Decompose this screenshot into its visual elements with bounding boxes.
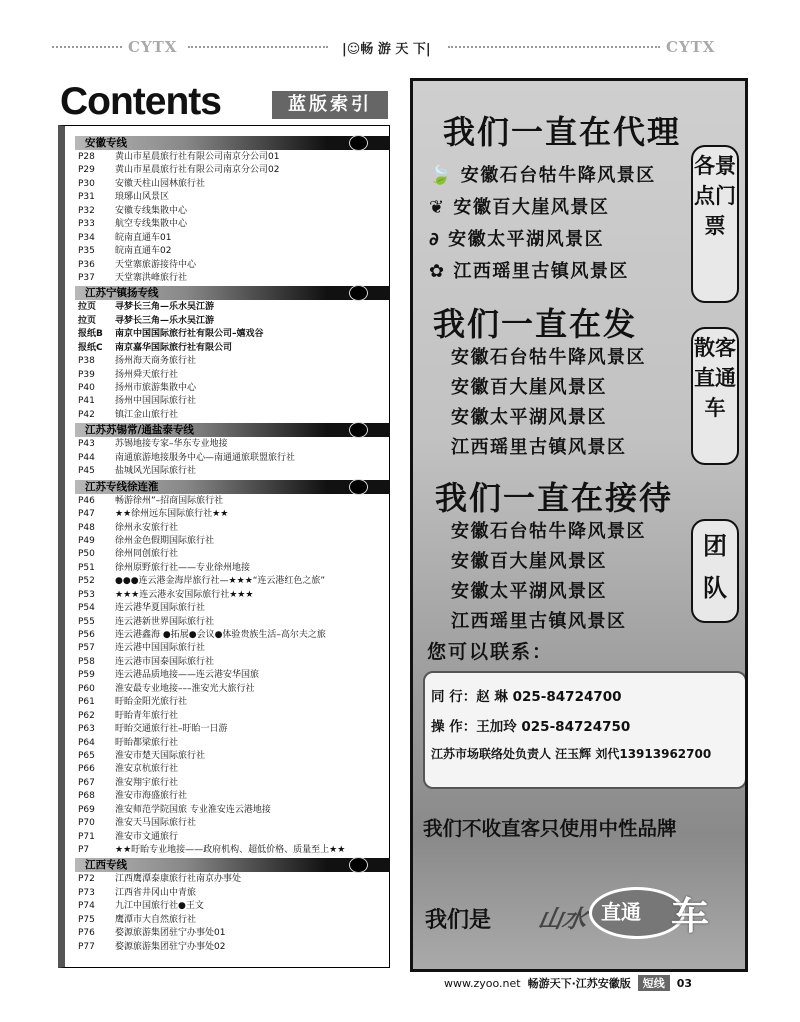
index-entry[interactable]: [78, 629, 390, 642]
ad-spot-label: 安徽百大崖风景区: [453, 197, 610, 218]
contact-box: [423, 671, 747, 789]
entry-title: 淮安最专业地接–––淮安光大旅行社: [115, 683, 255, 694]
index-entry[interactable]: [78, 873, 390, 886]
entry-page: P38: [78, 356, 95, 367]
entry-page: P43: [78, 439, 95, 450]
entry-page: P50: [78, 549, 95, 560]
index-entry[interactable]: [78, 232, 390, 245]
entry-title: 鹰潭市大自然旅行社: [115, 914, 197, 925]
index-entry[interactable]: [78, 191, 390, 204]
entry-page: P39: [78, 369, 95, 380]
page-number: 03: [676, 977, 693, 990]
entry-title: 航空专线集散中心: [115, 219, 188, 230]
ad-spot: [429, 193, 609, 219]
entry-title: 黄山市星晨旅行社有限公司南京分公司01: [115, 152, 280, 162]
ad-spot: [429, 257, 629, 283]
index-entry[interactable]: [78, 522, 390, 535]
entry-title: 连云港鑫海 ●拓展●会议●体验贵族生活–高尔夫之旅: [115, 630, 326, 640]
contact-operations: 操 作：王加玲 025-84724750: [431, 719, 631, 735]
index-entry[interactable]: [78, 562, 390, 575]
index-entry[interactable]: [78, 804, 390, 817]
entry-page: P47: [78, 509, 95, 520]
wave-icon: ∂: [429, 229, 441, 250]
header-brand: |☺畅 游 天 下|: [342, 42, 431, 57]
index-entry[interactable]: [78, 178, 390, 191]
index-entry[interactable]: [78, 589, 390, 602]
entry-title: ●●●连云港金海岸旅行社—★★★“连云港红色之旅”: [115, 576, 326, 587]
section-header: [75, 136, 390, 150]
entry-title: 婺源旅游集团驻宁办事处01: [115, 928, 226, 939]
entry-title: 安徽专线集散中心: [115, 205, 188, 216]
section-title: 江苏宁镇扬专线: [85, 287, 159, 300]
ad-heading-agent: 我们一直在代理: [443, 113, 682, 151]
entry-page: P61: [78, 697, 95, 708]
logo-che: 车: [671, 894, 710, 938]
index-entry[interactable]: [78, 259, 390, 272]
index-entry[interactable]: [78, 382, 390, 395]
index-entry[interactable]: [78, 817, 390, 830]
index-entry[interactable]: [78, 575, 390, 588]
ad-spot: 安徽太平湖风景区: [451, 581, 607, 602]
entry-page: P45: [78, 466, 95, 477]
entry-title: 连云港中国国际旅行社: [115, 643, 206, 654]
entry-page: P36: [78, 259, 95, 270]
box-tickets: 各景点门票: [691, 145, 739, 303]
entry-title: 盱眙青年旅行社: [115, 710, 179, 721]
index-entry[interactable]: [78, 218, 390, 231]
entry-page: P49: [78, 535, 95, 546]
index-entry[interactable]: [78, 669, 390, 682]
entry-page: P32: [78, 205, 95, 216]
entry-page: P72: [78, 874, 95, 885]
entry-title: 畅游徐州”–招商国际旅行社: [115, 495, 224, 506]
ad-spot: [429, 161, 656, 187]
entry-page: P54: [78, 603, 95, 614]
index-entry[interactable]: [78, 355, 390, 368]
index-entry[interactable]: [78, 205, 390, 218]
index-entry[interactable]: [78, 164, 390, 177]
entry-page: P34: [78, 232, 95, 243]
entry-page: P69: [78, 804, 95, 815]
entry-page: P42: [78, 409, 95, 420]
entry-page: P63: [78, 724, 95, 735]
entry-page: P51: [78, 562, 95, 573]
entry-title: ★★徐州远东国际旅行社★★: [115, 509, 229, 520]
entry-page: P58: [78, 656, 95, 667]
entry-page: P57: [78, 643, 95, 654]
index-entry[interactable]: [78, 696, 390, 709]
entry-page: P33: [78, 219, 95, 230]
ad-heading-dispatch: 我们一直在发: [433, 305, 638, 343]
entry-page: P64: [78, 737, 95, 748]
entry-title: 天堂寨旅游接待中心: [115, 259, 197, 270]
index-entry[interactable]: [78, 656, 390, 669]
index-entry[interactable]: [78, 710, 390, 723]
entry-page: P48: [78, 522, 95, 533]
index-entry[interactable]: [78, 777, 390, 790]
entry-page: P59: [78, 670, 95, 681]
entry-page: P56: [78, 630, 95, 640]
footer-badge: 短线: [638, 975, 670, 991]
entry-page: P65: [78, 750, 95, 761]
entry-title: 安徽天柱山园林旅行社: [115, 178, 206, 189]
ad-spot: 安徽太平湖风景区: [451, 407, 607, 428]
footer: [444, 975, 692, 991]
entry-title: 江西鹰潭泰康旅行社南京办事处: [115, 874, 242, 885]
entry-title: 盐城风光国际旅行社: [115, 466, 197, 477]
entry-page: P31: [78, 192, 95, 203]
entry-title: 徐州同创旅行社: [115, 549, 179, 560]
section-title: 江西专线: [85, 859, 127, 872]
section-header: [75, 286, 390, 300]
entry-title: ★★盱眙专业地接——政府机构、超低价格、质量至上★★: [115, 845, 346, 855]
entry-page: P37: [78, 272, 95, 283]
entry-page: P74: [78, 901, 95, 912]
entry-page: P46: [78, 495, 95, 506]
entry-title: 寻梦长三角—乐水吴江游: [115, 302, 215, 313]
index-entry[interactable]: [78, 642, 390, 655]
entry-page: P77: [78, 941, 95, 952]
box-direct-bus: 散客直通车: [691, 327, 739, 465]
ad-spot: [429, 225, 604, 251]
ad-spot-label: 安徽石台牯牛降风景区: [460, 165, 656, 186]
entry-title: 九江中国旅行社●王文: [115, 901, 204, 912]
section-title: 安徽专线: [85, 137, 127, 149]
entry-title: 徐州金色假期国际旅行社: [115, 535, 215, 546]
header-logo-right: CYTX: [666, 38, 716, 56]
entry-title: 黄山市星晨旅行社有限公司南京分公司02: [115, 165, 280, 176]
index-entry[interactable]: [78, 941, 390, 954]
leaf-icon: 🍃: [429, 165, 453, 186]
entry-title: 淮安京杭旅行社: [115, 764, 179, 775]
ad-spot-label: 江西瑶里古镇风景区: [453, 261, 629, 282]
index-entry[interactable]: [78, 723, 390, 736]
entry-title: 南京嘉华国际旅行社有限公司: [115, 342, 233, 353]
ad-spot: 安徽百大崖风景区: [451, 377, 607, 398]
entry-title: 皖南直通车01: [115, 232, 172, 243]
index-entry[interactable]: [78, 750, 390, 763]
section-dot-icon: [349, 422, 368, 438]
section-dot-icon: [349, 857, 368, 873]
ad-spot: 安徽百大崖风景区: [451, 551, 607, 572]
index-entry[interactable]: [78, 452, 390, 465]
entry-title: 连云港华夏国际旅行社: [115, 603, 206, 614]
ad-spot-label: 安徽太平湖风景区: [448, 229, 605, 250]
logo-shanshui: 山水: [536, 905, 590, 933]
entry-page: P35: [78, 246, 95, 257]
entry-title: 苏锡地接专家–华东专业地接: [115, 439, 228, 450]
logo-zhitong: 直通: [601, 900, 641, 924]
entry-page: 拉页: [78, 315, 97, 326]
index-entry[interactable]: [78, 301, 390, 314]
entry-title: 连云港品质地接——连云港安华国旅: [115, 670, 260, 681]
entry-page: P53: [78, 589, 95, 600]
we-are-label: 我们是: [425, 908, 492, 933]
entry-title: 婺源旅游集团驻宁办事处02: [115, 941, 226, 952]
entry-title: 连云港市国泰国际旅行社: [115, 656, 215, 667]
index-entry[interactable]: [78, 535, 390, 548]
entry-page: P73: [78, 887, 95, 898]
entry-page: P62: [78, 710, 95, 721]
flower-icon: ✿: [429, 261, 446, 282]
entry-title: 淮安师范学院国旅 专业淮安连云港地接: [115, 804, 271, 815]
index-entry[interactable]: [78, 438, 390, 451]
ad-spot: 安徽石台牯牛降风景区: [451, 521, 646, 542]
section-header: [75, 423, 390, 437]
entry-title: 徐州原野旅行社——专业徐州地接: [115, 562, 251, 573]
entry-page: P40: [78, 383, 95, 393]
entry-page: 报纸B: [78, 329, 103, 340]
entry-title: 淮安天马国际旅行社: [115, 818, 197, 829]
entry-title: 天堂寨洪峰旅行社: [115, 272, 188, 283]
entry-page: P60: [78, 683, 95, 694]
entry-title: 南京中国国际旅行社有限公司–嬉戏谷: [115, 329, 264, 340]
index-entry[interactable]: [78, 737, 390, 750]
index-entry[interactable]: [78, 245, 390, 258]
index-entry[interactable]: [78, 272, 390, 285]
index-entry[interactable]: [78, 763, 390, 776]
entry-title: 淮安市楚天国际旅行社: [115, 750, 206, 761]
contents-title: Contents: [60, 80, 221, 123]
entry-title: ★★★连云港永安国际旅行社★★★: [115, 589, 254, 600]
entry-title: 徐州永安旅行社: [115, 522, 179, 533]
index-entry[interactable]: [78, 831, 390, 844]
index-entry[interactable]: [78, 914, 390, 927]
index-list: [78, 135, 390, 954]
index-entry[interactable]: [78, 927, 390, 940]
entry-page: P29: [78, 165, 95, 176]
contact-manager: 江苏市场联络处负责人 汪玉辉 刘代13913962700: [431, 747, 712, 761]
entry-title: 淮安市文通旅行: [115, 831, 179, 842]
header-dots-mid-left: [188, 46, 328, 48]
entry-page: P44: [78, 452, 95, 463]
entry-page: P7: [78, 845, 90, 855]
index-entry[interactable]: [78, 465, 390, 478]
section-title: 江苏苏锡常/通盐泰专线: [85, 424, 194, 437]
section-title: 江苏专线徐连淮: [85, 480, 159, 493]
entry-page: 报纸C: [78, 342, 103, 353]
entry-title: 盱眙交通旅行社–盱眙一日游: [115, 724, 228, 735]
section-header: [75, 858, 390, 872]
brand-logo: [531, 881, 736, 943]
entry-title: 扬州中国国际旅行社: [115, 396, 197, 407]
entry-title: 琅琊山风景区: [115, 192, 170, 203]
ad-spot: 安徽石台牯牛降风景区: [451, 347, 646, 368]
entry-page: P75: [78, 914, 95, 925]
ad-slogan: 我们不收直客只使用中性品牌: [423, 817, 677, 840]
entry-page: 拉页: [78, 302, 97, 313]
page-header: [0, 36, 800, 58]
entry-page: P55: [78, 616, 95, 627]
section-dot-icon: [349, 135, 368, 151]
index-entry[interactable]: [78, 844, 390, 857]
entry-title: 盱眙都梁旅行社: [115, 737, 179, 748]
index-entry[interactable]: [78, 616, 390, 629]
entry-title: 皖南直通车02: [115, 246, 172, 257]
index-entry[interactable]: [78, 602, 390, 615]
entry-page: P67: [78, 777, 95, 788]
index-entry[interactable]: [78, 395, 390, 408]
header-dots-left: [52, 46, 122, 48]
entry-page: P68: [78, 791, 95, 802]
entry-page: P52: [78, 576, 95, 587]
index-entry[interactable]: [78, 151, 390, 164]
entry-page: P66: [78, 764, 95, 775]
index-entry[interactable]: [78, 683, 390, 696]
footer-url: www.zyoo.net: [444, 977, 521, 990]
index-entry[interactable]: [78, 328, 390, 341]
entry-page: P30: [78, 178, 95, 189]
ad-spot: 江西瑶里古镇风景区: [451, 611, 627, 632]
section-dot-icon: [349, 285, 368, 301]
entry-page: P41: [78, 396, 95, 407]
header-dots-mid-right: [448, 46, 660, 48]
entry-page: P76: [78, 928, 95, 939]
contact-peer: 同 行：赵 琳 025-84724700: [431, 689, 622, 705]
entry-page: P71: [78, 831, 95, 842]
entry-title: 淮安市海盛旅行社: [115, 791, 188, 802]
entry-title: 扬州海天商务旅行社: [115, 356, 197, 367]
entry-title: 扬州舜天旅行社: [115, 369, 179, 380]
advertisement: [410, 78, 748, 972]
entry-title: 江西省井冈山中青旅: [115, 887, 197, 898]
index-entry[interactable]: [78, 900, 390, 913]
index-entry[interactable]: [78, 548, 390, 561]
emblem-icon: ❦: [429, 197, 446, 218]
index-entry[interactable]: [78, 315, 390, 328]
box-group: 团队: [691, 519, 739, 623]
index-entry[interactable]: [78, 508, 390, 521]
section-header: [75, 480, 390, 494]
entry-title: 连云港新世界国际旅行社: [115, 616, 215, 627]
entry-title: 淮安翔宇旅行社: [115, 777, 179, 788]
index-entry[interactable]: [78, 409, 390, 422]
index-entry[interactable]: [78, 887, 390, 900]
index-entry[interactable]: [78, 369, 390, 382]
index-entry[interactable]: [78, 342, 390, 355]
contents-subtitle: 蓝版索引: [272, 91, 388, 119]
entry-title: 南通旅游地接服务中心—南通通旅联盟旅行社: [115, 452, 296, 463]
header-logo-left: CYTX: [128, 38, 178, 56]
entry-title: 寻梦长三角—乐水吴江游: [115, 315, 215, 326]
entry-title: 镇江金山旅行社: [115, 409, 179, 420]
ad-heading-reception: 我们一直在接待: [435, 479, 674, 517]
entry-title: 扬州市旅游集散中心: [115, 383, 197, 393]
index-entry[interactable]: [78, 790, 390, 803]
index-entry[interactable]: [78, 495, 390, 508]
entry-page: P28: [78, 152, 95, 162]
contact-title: 您可以联系：: [427, 641, 554, 663]
ad-spot: 江西瑶里古镇风景区: [451, 437, 627, 458]
section-dot-icon: [349, 479, 368, 495]
entry-page: P70: [78, 818, 95, 829]
footer-edition: 畅游天下·江苏安徽版: [527, 977, 631, 990]
entry-title: 盱眙金阳光旅行社: [115, 697, 188, 708]
